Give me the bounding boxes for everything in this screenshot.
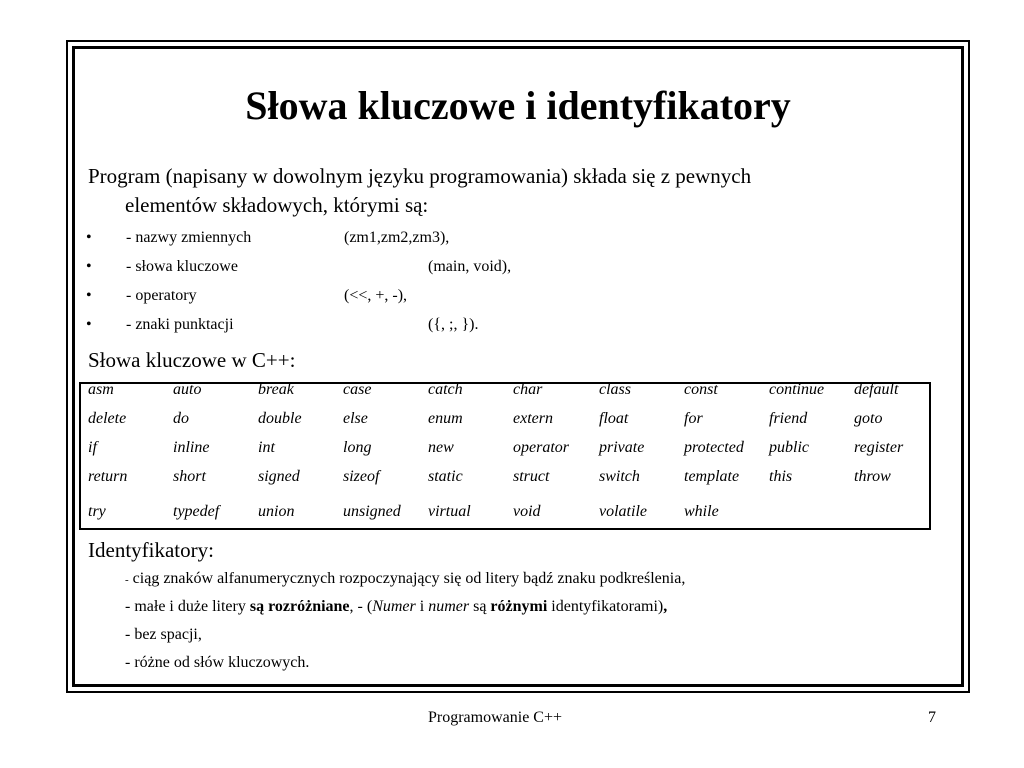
rule-text-part: , - (	[349, 598, 373, 615]
keyword-cell: short	[173, 468, 206, 485]
keyword-cell: unsigned	[343, 503, 401, 520]
keyword-cell: enum	[428, 410, 463, 427]
keyword-cell: asm	[88, 381, 114, 398]
rule-text-part: - małe i duże litery	[125, 598, 250, 615]
identifiers-rules	[125, 568, 685, 680]
list-item-example: (zm1,zm2,zm3),	[344, 229, 450, 246]
keyword-cell: while	[684, 503, 719, 520]
footer-page-number: 7	[928, 709, 936, 726]
keyword-cell: inline	[173, 439, 210, 456]
rule-italic-text: Numer	[372, 598, 416, 615]
list-item-label: - operatory	[126, 287, 197, 304]
rule-italic-text: numer	[428, 598, 470, 615]
keyword-cell: virtual	[428, 503, 471, 520]
keyword-cell: int	[258, 439, 275, 456]
keyword-cell: return	[88, 468, 128, 485]
keyword-cell: template	[684, 468, 740, 485]
keywords-heading: Słowa kluczowe w C++:	[88, 348, 296, 372]
list-item-label: - znaki punktacji	[126, 316, 234, 333]
keyword-cell: throw	[854, 468, 891, 485]
identifier-rule: - bez spacji,	[125, 626, 202, 643]
keyword-cell: new	[428, 439, 454, 456]
keyword-cell: register	[854, 439, 904, 456]
keyword-cell: if	[88, 439, 97, 456]
rule-dash: -	[125, 574, 129, 586]
keyword-cell: case	[343, 381, 372, 398]
bullet-icon: •	[86, 287, 92, 304]
keyword-cell: static	[428, 468, 463, 485]
keyword-cell: class	[599, 381, 631, 398]
footer-course-title: Programowanie C++	[428, 709, 563, 726]
intro-line-1: Program (napisany w dowolnym języku programowania) składa się z pewnych	[88, 164, 752, 188]
keyword-cell: float	[599, 410, 629, 427]
rule-bold-text: różnymi	[490, 598, 548, 615]
keyword-cell: void	[513, 503, 541, 520]
identifier-rule	[125, 596, 685, 624]
keyword-cell: union	[258, 503, 295, 520]
keyword-cell: this	[769, 468, 793, 485]
keyword-cell: operator	[513, 439, 569, 456]
bullet-icon: •	[86, 229, 92, 246]
keyword-cell: auto	[173, 381, 202, 398]
keyword-cell: private	[599, 439, 645, 456]
keyword-cell: delete	[88, 410, 127, 427]
list-item-label: - nazwy zmiennych	[126, 229, 252, 246]
keyword-cell: const	[684, 381, 718, 398]
keyword-cell: goto	[854, 410, 883, 427]
keyword-cell: default	[854, 381, 899, 398]
rule-text-part: i	[415, 598, 429, 615]
identifiers-heading: Identyfikatory:	[88, 538, 214, 562]
keyword-cell: continue	[769, 381, 825, 398]
list-item-example: (main, void),	[428, 258, 512, 275]
rule-bold-text: są rozróżniane	[249, 598, 350, 615]
list-item-example: (<<, +, -),	[344, 287, 408, 304]
keyword-cell: public	[769, 439, 809, 456]
rule-text-part: identyfikatorami)	[547, 598, 664, 615]
keyword-cell: extern	[513, 410, 553, 427]
intro-paragraph	[88, 162, 948, 220]
rule-text: ciąg znaków alfanumerycznych rozpoczynający się od litery bądź znaku podkreślenia,	[128, 570, 686, 587]
rule-bold-text: ,	[663, 598, 668, 615]
rule-text-part: są	[469, 598, 491, 615]
bullet-icon: •	[86, 316, 92, 333]
keyword-cell: catch	[428, 381, 463, 398]
bullet-icon: •	[86, 258, 92, 275]
keyword-cell: do	[173, 410, 189, 427]
keyword-cell: protected	[684, 439, 744, 456]
keyword-cell: sizeof	[343, 468, 380, 485]
keyword-cell: double	[258, 410, 302, 427]
intro-line-2: elementów składowych, którymi są:	[125, 193, 429, 217]
keyword-cell: signed	[258, 468, 300, 485]
keyword-cell: typedef	[173, 503, 220, 520]
keyword-cell: friend	[769, 410, 808, 427]
keyword-cell: volatile	[599, 503, 647, 520]
keyword-cell: struct	[513, 468, 550, 485]
keyword-cell: break	[258, 381, 294, 398]
list-item-label: - słowa kluczowe	[126, 258, 238, 275]
keyword-cell: for	[684, 410, 703, 427]
keyword-cell: char	[513, 381, 543, 398]
keyword-cell: else	[343, 410, 368, 427]
keyword-cell: try	[88, 503, 106, 520]
slide-title: Słowa kluczowe i identyfikatory	[245, 83, 791, 128]
identifier-rule	[125, 568, 685, 596]
keyword-cell: long	[343, 439, 372, 456]
identifier-rule: - różne od słów kluczowych.	[125, 654, 310, 671]
keyword-cell: switch	[599, 468, 640, 485]
list-item-example: ({, ;, }).	[428, 316, 479, 333]
